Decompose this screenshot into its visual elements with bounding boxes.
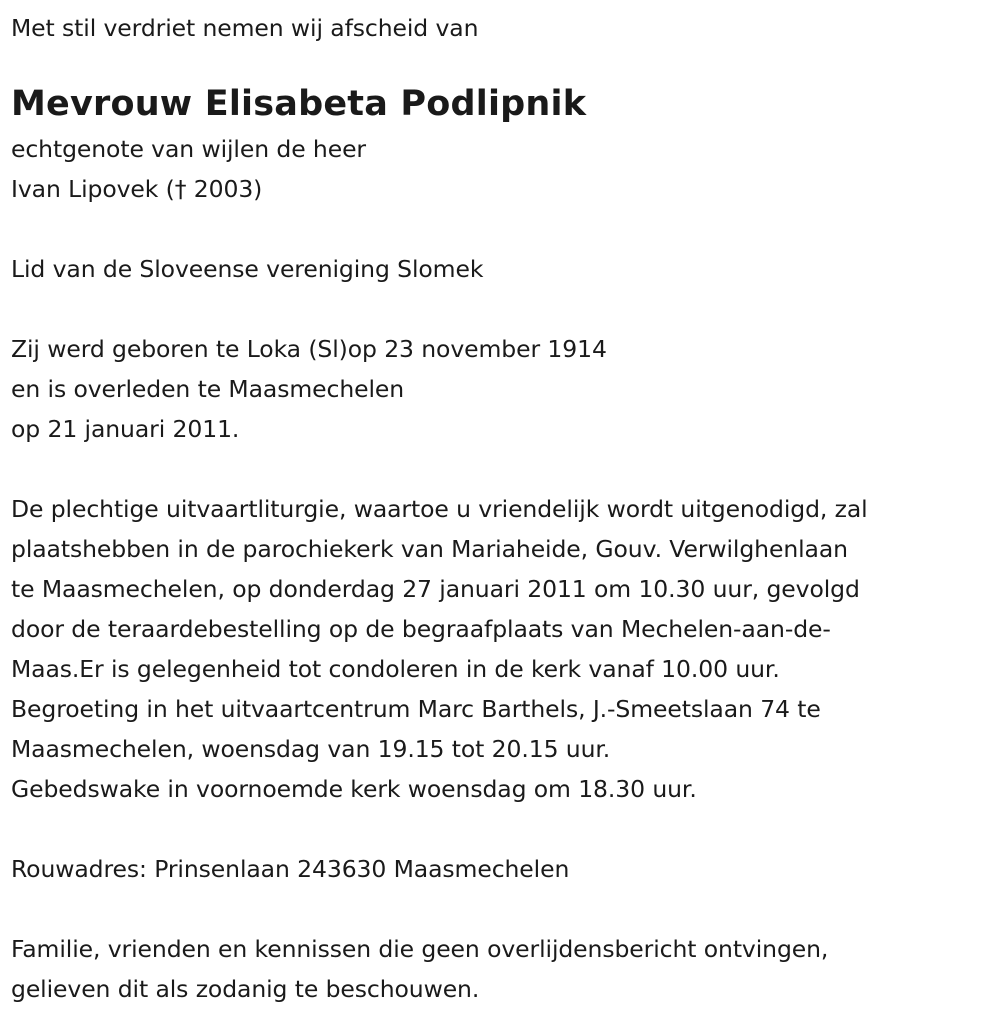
spouse-name: Ivan Lipovek ( bbox=[11, 175, 175, 203]
funeral-line: te Maasmechelen, op donderdag 27 januari 2011 om 10.30 uur, gevolgd bbox=[11, 575, 860, 603]
birth-death-line: op 21 januari 2011. bbox=[11, 415, 240, 443]
funeral-line: door de teraardebestelling op de begraafplaats van Mechelen-aan-de- bbox=[11, 615, 831, 643]
closing-block bbox=[11, 929, 990, 1009]
funeral-line: Maasmechelen, woensdag van 19.15 tot 20.15 uur. bbox=[11, 735, 611, 763]
closing-line: Familie, vrienden en kennissen die geen overlijdensbericht ontvingen, bbox=[11, 935, 829, 963]
funeral-details-block bbox=[11, 489, 990, 809]
spouse-line-1: echtgenote van wijlen de heer bbox=[11, 135, 366, 163]
membership-text: Lid van de Sloveense vereniging Slomek bbox=[11, 255, 484, 283]
birth-death-line: Zij werd geboren te Loka (Sl)op 23 november 1914 bbox=[11, 335, 607, 363]
funeral-line: De plechtige uitvaartliturgie, waartoe u vriendelijk wordt uitgenodigd, zal bbox=[11, 495, 868, 523]
cross-icon: † bbox=[174, 175, 187, 203]
funeral-line: Maas.Er is gelegenheid tot condoleren in de kerk vanaf 10.00 uur. bbox=[11, 655, 780, 683]
funeral-line: Begroeting in het uitvaartcentrum Marc Barthels, J.-Smeetslaan 74 te bbox=[11, 695, 821, 723]
intro-text: Met stil verdriet nemen wij afscheid van bbox=[11, 14, 479, 42]
closing-line: gelieven dit als zodanig te beschouwen. bbox=[11, 975, 480, 1003]
birth-death-line: en is overleden te Maasmechelen bbox=[11, 375, 405, 403]
spouse-death-year: 2003) bbox=[186, 175, 263, 203]
spouse-line-2 bbox=[11, 169, 990, 209]
funeral-line: Gebedswake in voornoemde kerk woensdag om 18.30 uur. bbox=[11, 775, 697, 803]
spacer bbox=[11, 449, 990, 489]
funeral-line: plaatshebben in de parochiekerk van Mariaheide, Gouv. Verwilghenlaan bbox=[11, 535, 848, 563]
deceased-name: Mevrouw Elisabeta Podlipnik bbox=[11, 84, 587, 124]
mourning-address: Rouwadres: Prinsenlaan 243630 Maasmechelen bbox=[11, 855, 570, 883]
spacer bbox=[11, 889, 990, 929]
birth-death-block bbox=[11, 329, 990, 449]
spacer bbox=[11, 289, 990, 329]
spacer bbox=[11, 209, 990, 249]
spacer bbox=[11, 809, 990, 849]
